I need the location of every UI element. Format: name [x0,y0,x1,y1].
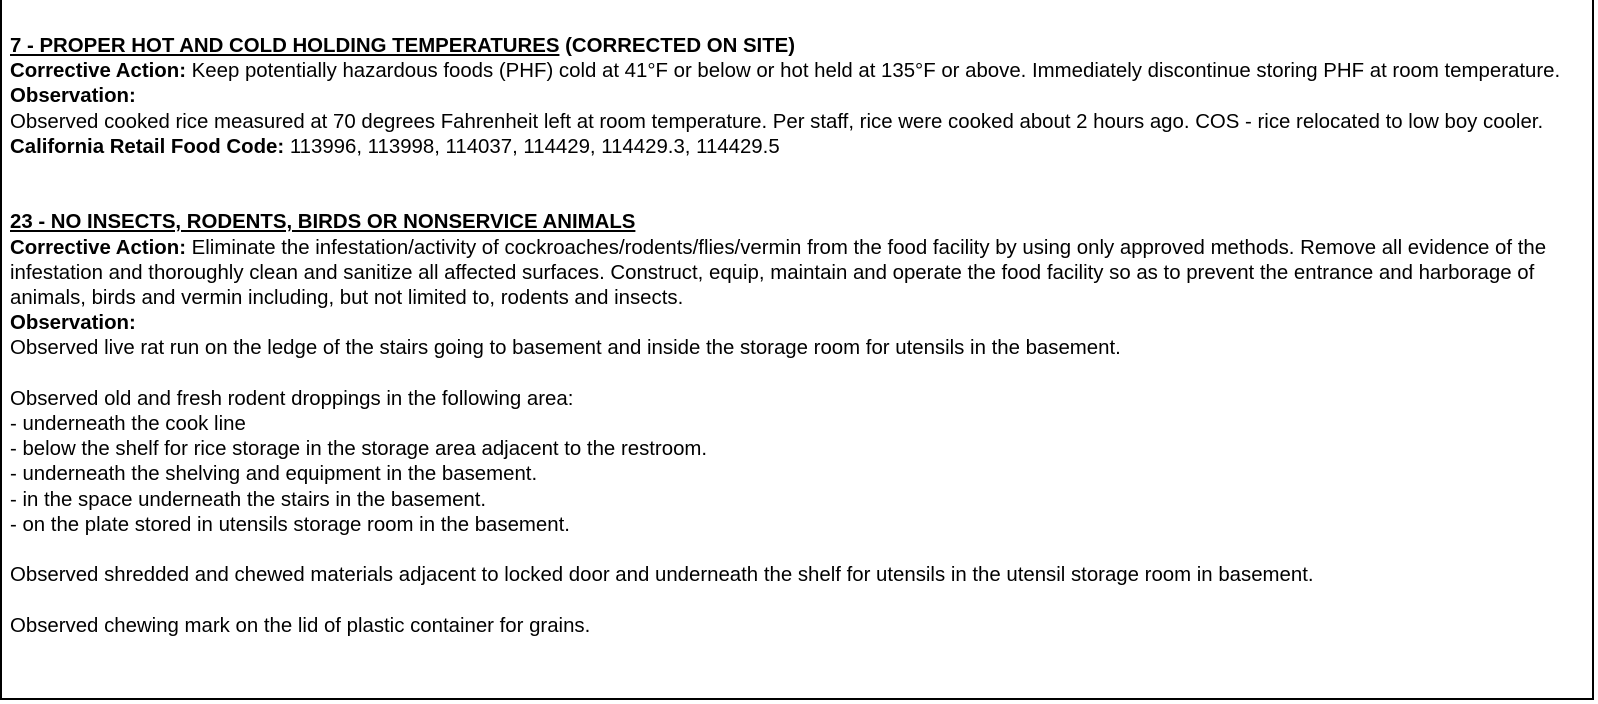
observation-list-item: - in the space underneath the stairs in the basement. [10,488,487,511]
corrective-action-label: Corrective Action: [10,236,186,259]
observation-list-item: - underneath the shelving and equipment in the basement. [10,463,538,486]
observation-label: Observation: [10,312,136,335]
observation-text: Observed cooked rice measured at 70 degrees Fahrenheit left at room temperature. Per staff, rice were cooked about 2 hours ago. COS - rice relocated to low boy cooler. [10,110,1544,133]
violation-7-title: 7 - PROPER HOT AND COLD HOLDING TEMPERATURES [10,35,560,57]
paragraph-spacer [10,588,1570,613]
violation-23 [10,210,1570,638]
observation-list-item: - on the plate stored in utensils storage room in the basement. [10,513,570,536]
paragraph-spacer [10,362,1570,387]
code-text: 113996, 113998, 114037, 114429, 114429.3, 114429.5 [289,135,780,158]
observation-list-item: - below the shelf for rice storage in the storage area adjacent to the restroom. [10,438,708,461]
section-spacer [10,160,1570,210]
code-label: California Retail Food Code: [10,135,285,158]
paragraph-spacer [10,538,1570,563]
report-content [10,34,1570,639]
observation-list-item: - underneath the cook line [10,413,246,436]
violation-7-title-suffix: (CORRECTED ON SITE) [565,35,796,57]
violation-23-corrective-action [10,236,1570,312]
corrective-action-text: Keep potentially hazardous foods (PHF) cold at 41°F or below or hot held at 135°F or above. Immediately discontinue storing PHF at room temperature. [191,60,1561,83]
observation-paragraph-2-intro: Observed old and fresh rodent droppings in the following area: [10,387,574,410]
corrective-action-text: Eliminate the infestation/activity of cockroaches/rodents/flies/vermin from the food facility by using only approved methods. Remove all evidence of the infestation and thoroughly clean and sanitize all affected surfaces. Construct, equip, maintain and operate the food facility so as to prevent the entrance and harborage of animals, birds and vermin including, but not limited to, rodents and insects. [10,236,1547,310]
observation-label: Observation: [10,85,136,108]
observation-paragraph-1: Observed live rat run on the ledge of the stairs going to basement and inside the storage room for utensils in the basement. [10,337,1121,360]
violation-23-title: 23 - NO INSECTS, RODENTS, BIRDS OR NONSERVICE ANIMALS [10,211,636,234]
corrective-action-label: Corrective Action: [10,60,186,83]
observation-paragraph-3: Observed shredded and chewed materials adjacent to locked door and underneath the shelf for utensils in the utensil storage room in basement. [10,564,1314,587]
violation-7 [10,34,1570,160]
violation-7-heading [10,34,1570,59]
violation-7-corrective-action [10,59,1570,84]
violation-7-code [10,135,1570,160]
observation-paragraph-4: Observed chewing mark on the lid of plastic container for grains. [10,614,591,637]
